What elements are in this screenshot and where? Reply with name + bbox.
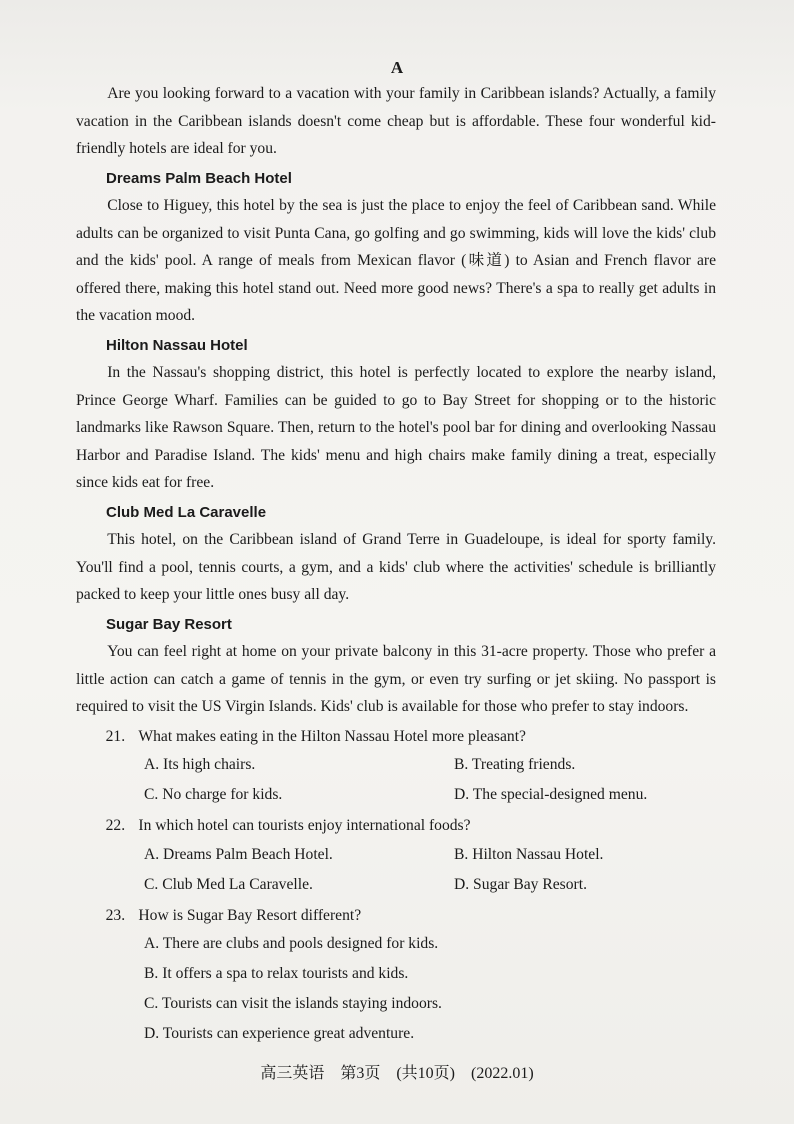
- question-number: 22.: [105, 817, 126, 834]
- section-label: A: [390, 58, 404, 77]
- hotel-heading: Club Med La Caravelle: [106, 503, 267, 521]
- question-number: 21.: [105, 727, 126, 745]
- footer-date: (2022.01): [471, 1065, 534, 1082]
- question-list: [76, 723, 716, 1050]
- footer-total: (共10页): [396, 1065, 456, 1082]
- footer-page: 第3页: [340, 1065, 381, 1082]
- option-list: [76, 750, 716, 810]
- hotel-paragraph: Close to Higuey, this hotel by the sea is just the place to enjoy the feel of Caribbean sand. While adults can be organized to visit Punta Cana, go golfing and go swimming, kids will love the kids' club and the kids' pool. A range of meals from Mexican flavor (味道) to Asian and French flavor are offered there, making this hotel stand out. Need more good news? There's a spa to really get adults in the vacation mood.: [76, 197, 716, 324]
- passage-intro: Are you looking forward to a vacation with your family in Caribbean islands? Actually, a family vacation in the Caribbean islands doesn't come cheap but is affordable. These four wonderful kid-friendly hotels are ideal for you.: [76, 85, 716, 157]
- question: [76, 723, 716, 751]
- question: [76, 902, 716, 930]
- option: A. Dreams Palm Beach Hotel.: [144, 845, 333, 863]
- option: C. Tourists can visit the islands staying indoors.: [144, 995, 442, 1012]
- footer-subject: 高三英语: [260, 1065, 325, 1082]
- question: [76, 812, 716, 840]
- option: C. Club Med La Caravelle.: [144, 875, 313, 893]
- hotel-heading: Dreams Palm Beach Hotel: [106, 169, 292, 187]
- hotel-paragraph: This hotel, on the Caribbean island of Grand Terre in Guadeloupe, is ideal for sporty family. You'll find a pool, tennis courts, a gym, and a kids' club where the activities' schedule is brilliantly packed to keep your little ones busy all day.: [76, 531, 716, 603]
- option: D. The special-designed menu.: [454, 786, 648, 803]
- option: B. Hilton Nassau Hotel.: [454, 845, 604, 863]
- hotel-heading: Hilton Nassau Hotel: [106, 336, 248, 354]
- option: B. Treating friends.: [454, 756, 576, 773]
- option-list: [76, 929, 716, 1049]
- hotel-paragraph: You can feel right at home on your private balcony in this 31-acre property. Those who prefer a little action can catch a game of tennis in the gym, or even try surfing or jet skiing. No passport is required to visit the US Virgin Islands. Kids' club is available for those who prefer to stay indoors.: [76, 643, 716, 715]
- question-stem: In which hotel can tourists enjoy international foods?: [138, 817, 471, 834]
- question-number: 23.: [105, 906, 126, 924]
- option-list: [76, 840, 716, 900]
- option: A. There are clubs and pools designed for kids.: [144, 935, 439, 952]
- option: D. Tourists can experience great adventure.: [144, 1025, 415, 1042]
- page-footer: [0, 1060, 794, 1083]
- option: B. It offers a spa to relax tourists and kids.: [144, 965, 409, 982]
- option: D. Sugar Bay Resort.: [454, 875, 587, 893]
- option: A. Its high chairs.: [144, 756, 256, 773]
- reading-passage: [76, 80, 716, 1049]
- option: C. No charge for kids.: [144, 786, 283, 803]
- question-stem: How is Sugar Bay Resort different?: [138, 906, 362, 924]
- hotel-heading: Sugar Bay Resort: [106, 615, 232, 633]
- hotel-paragraph: In the Nassau's shopping district, this hotel is perfectly located to explore the nearby island, Prince George Wharf. Families can be guided to go to Bay Street for shopping or to the historic landmarks like Rawson Square. Then, return to the hotel's pool bar for dining and overlooking Nassau Harbor and Paradise Island. The kids' menu and high chairs make family dining a treat, especially since kids eat for free.: [76, 364, 716, 491]
- question-stem: What makes eating in the Hilton Nassau Hotel more pleasant?: [138, 727, 526, 745]
